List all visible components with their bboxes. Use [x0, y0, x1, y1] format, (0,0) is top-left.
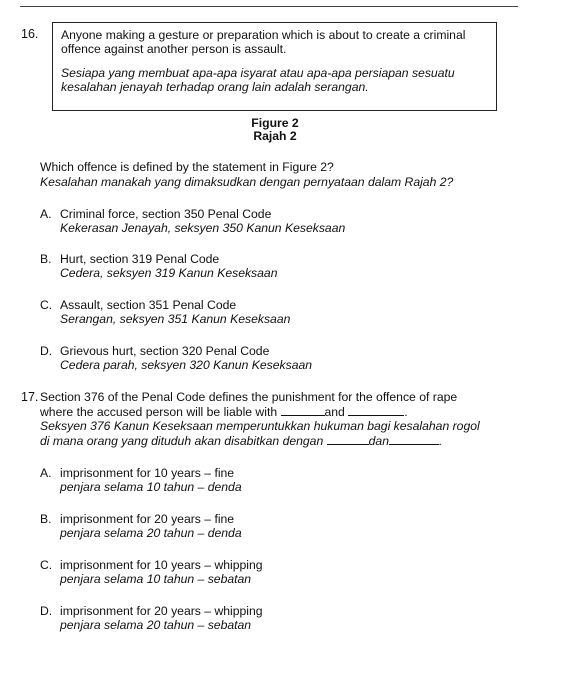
- q17-en-text-b: and: [324, 405, 345, 419]
- figure-statement-ms: Sesiapa yang membuat apa-apa isyarat atau apa-apa persiapan sesuatu kesalahan jenayah terhadap orang lain adalah serangan.: [61, 66, 455, 94]
- option-text-ms: Serangan, seksyen 351 Kanun Keseksaan: [60, 312, 291, 326]
- q17-option-b[interactable]: [40, 512, 242, 540]
- answer-blank-3: [327, 433, 369, 445]
- option-text-ms: Kekerasan Jenayah, seksyen 350 Kanun Keseksaan: [60, 221, 346, 235]
- q17-ms-text-c: .: [438, 434, 443, 448]
- top-divider: [20, 6, 518, 7]
- figure-2-box: [52, 22, 497, 111]
- q17-ms-line-1: Seksyen 376 Kanun Keseksaan memperuntukkan hukuman bagi kesalahan rogol: [40, 419, 480, 433]
- question-16-number: 16.: [21, 27, 39, 41]
- option-letter: D.: [40, 604, 53, 618]
- option-text-ms: Cedera, seksyen 319 Kanun Keseksaan: [60, 266, 278, 280]
- option-letter: D.: [40, 344, 53, 358]
- question-16-text-ms: Kesalahan manakah yang dimaksudkan dengan pernyataan dalam Rajah 2?: [40, 175, 454, 189]
- option-letter: B.: [40, 252, 52, 266]
- figure-caption-en: Figure 2: [251, 116, 299, 130]
- question-16-text-en: Which offence is defined by the statement in Figure 2?: [40, 160, 334, 174]
- option-text-ms: Cedera parah, seksyen 320 Kanun Keseksaan: [60, 358, 313, 372]
- option-text-en: Grievous hurt, section 320 Penal Code: [60, 344, 270, 358]
- option-letter: B.: [40, 512, 52, 526]
- option-text-en: imprisonment for 10 years – fine: [60, 466, 235, 480]
- answer-blank-4: [389, 433, 439, 445]
- option-text-en: imprisonment for 20 years – fine: [60, 512, 235, 526]
- q16-option-a[interactable]: [40, 207, 345, 235]
- q17-en-line-1: Section 376 of the Penal Code defines the punishment for the offence of rape: [40, 390, 458, 404]
- option-text-en: Hurt, section 319 Penal Code: [60, 252, 220, 266]
- question-17-stem: [40, 390, 518, 448]
- option-letter: A.: [40, 466, 52, 480]
- q17-option-d[interactable]: [40, 604, 263, 632]
- option-text-en: imprisonment for 20 years – whipping: [60, 604, 263, 618]
- answer-blank-2: [348, 404, 404, 416]
- option-text-ms: penjara selama 20 tahun – denda: [60, 526, 242, 540]
- q17-en-line-2: [40, 404, 518, 419]
- q17-en-text-c: .: [404, 405, 408, 419]
- q17-ms-line-2: [40, 433, 518, 448]
- q17-ms-text-b: dan: [368, 434, 389, 448]
- option-text-ms: penjara selama 10 tahun – denda: [60, 480, 242, 494]
- q16-option-c[interactable]: [40, 298, 290, 326]
- q17-option-c[interactable]: [40, 558, 263, 586]
- option-text-en: Assault, section 351 Penal Code: [60, 298, 237, 312]
- option-text-ms: penjara selama 10 tahun – sebatan: [60, 572, 252, 586]
- q16-option-b[interactable]: [40, 252, 278, 280]
- option-letter: A.: [40, 207, 52, 221]
- figure-statement-en: Anyone making a gesture or preparation which is about to create a criminal offence against another person is assault.: [61, 28, 466, 56]
- option-text-en: imprisonment for 10 years – whipping: [60, 558, 263, 572]
- option-letter: C.: [40, 558, 53, 572]
- q17-option-a[interactable]: [40, 466, 242, 494]
- option-text-en: Criminal force, section 350 Penal Code: [60, 207, 272, 221]
- option-text-ms: penjara selama 20 tahun – sebatan: [60, 618, 252, 632]
- q17-en-text-a: where the accused person will be liable with: [40, 405, 278, 419]
- figure-caption-ms: Rajah 2: [253, 129, 297, 143]
- option-letter: C.: [40, 298, 53, 312]
- question-17-number: 17.: [21, 390, 39, 404]
- answer-blank-1: [281, 404, 325, 416]
- q16-option-d[interactable]: [40, 344, 312, 372]
- q17-ms-text-a: di mana orang yang dituduh akan disabitkan dengan: [40, 434, 324, 448]
